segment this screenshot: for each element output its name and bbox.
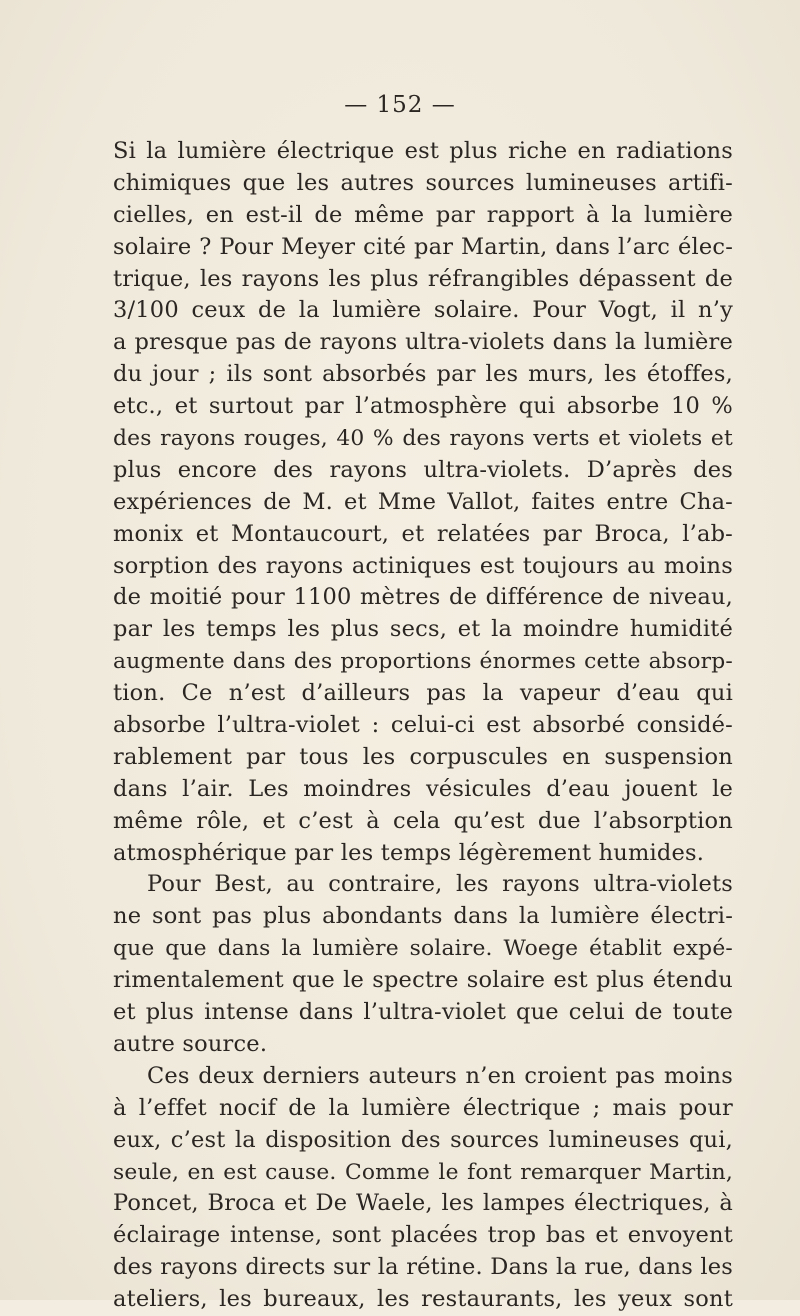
text-line: etc., et surtout par l’atmosphère qui absorbe 10 % — [113, 393, 733, 420]
text-line: par les temps les plus secs, et la moindre humidité — [113, 616, 733, 643]
text-line: 3/100 ceux de la lumière solaire. Pour Vogt, il n’y — [113, 297, 733, 324]
text-line: solaire ? Pour Meyer cité par Martin, dans l’arc élec- — [113, 233, 733, 260]
text-line: cielles, en est-il de même par rapport à la lumière — [113, 201, 733, 228]
text-line: Poncet, Broca et De Waele, les lampes électriques, à — [113, 1190, 733, 1217]
text-line: des rayons rouges, 40 % des rayons verts et violets et — [113, 426, 733, 452]
text-line: tion. Ce n’est d’ailleurs pas la vapeur d’eau qui — [113, 680, 733, 707]
text-line: trique, les rayons les plus réfrangibles dépassent de — [113, 265, 733, 292]
text-line: Ces deux derniers auteurs n’en croient pas moins — [147, 1062, 733, 1089]
text-line: monix et Montaucourt, et relatées par Broca, l’ab- — [113, 520, 733, 547]
text-line: eux, c’est la disposition des sources lumineuses qui, — [113, 1126, 733, 1153]
text-line: même rôle, et c’est à cela qu’est due l’absorption — [113, 807, 733, 834]
text-line: rimentalement que le spectre solaire est plus étendu — [113, 967, 733, 994]
text-line: sorption des rayons actiniques est toujours au moins — [113, 552, 733, 579]
text-line: à l’effet nocif de la lumière électrique ; mais pour — [113, 1094, 733, 1121]
text-line: rablement par tous les corpuscules en suspension — [113, 743, 733, 770]
text-line: augmente dans des proportions énormes cette absorp- — [113, 649, 733, 675]
text-line: et plus intense dans l’ultra-violet que celui de toute — [113, 999, 733, 1026]
text-line: ateliers, les bureaux, les restaurants, les yeux sont — [113, 1286, 733, 1313]
text-line: dans l’air. Les moindres vésicules d’eau jouent le — [113, 775, 733, 802]
text-line: du jour ; ils sont absorbés par les murs, les étoffes, — [113, 361, 733, 388]
text-line: absorbe l’ultra-violet : celui-ci est absorbé considé- — [113, 712, 733, 739]
body-text — [113, 136, 733, 1316]
text-line: autre source. — [113, 1030, 268, 1057]
text-line: expériences de M. et Mme Vallot, faites entre Cha- — [113, 488, 733, 515]
text-line: seule, en est cause. Comme le font remarquer Martin, — [113, 1159, 733, 1185]
text-line: Si la lumière électrique est plus riche en radiations — [113, 138, 733, 164]
text-line: plus encore des rayons ultra-violets. D’après des — [113, 456, 733, 483]
text-line: Pour Best, au contraire, les rayons ultra-violets — [147, 871, 733, 898]
page-number: — 152 — — [344, 92, 456, 118]
text-line: a presque pas de rayons ultra-violets dans la lumière — [113, 329, 733, 356]
text-line: de moitié pour 1100 mètres de différence de niveau, — [113, 584, 733, 611]
text-line: atmosphérique par les temps légèrement humides. — [113, 839, 705, 866]
text-line: que que dans la lumière solaire. Woege établit expé- — [113, 936, 733, 962]
text-line: chimiques que les autres sources lumineuses artifi- — [113, 169, 733, 196]
text-line: des rayons directs sur la rétine. Dans la rue, dans les — [113, 1254, 733, 1281]
text-line: éclairage intense, sont placées trop bas et envoyent — [113, 1222, 733, 1249]
text-line: ne sont pas plus abondants dans la lumière électri- — [113, 903, 733, 930]
